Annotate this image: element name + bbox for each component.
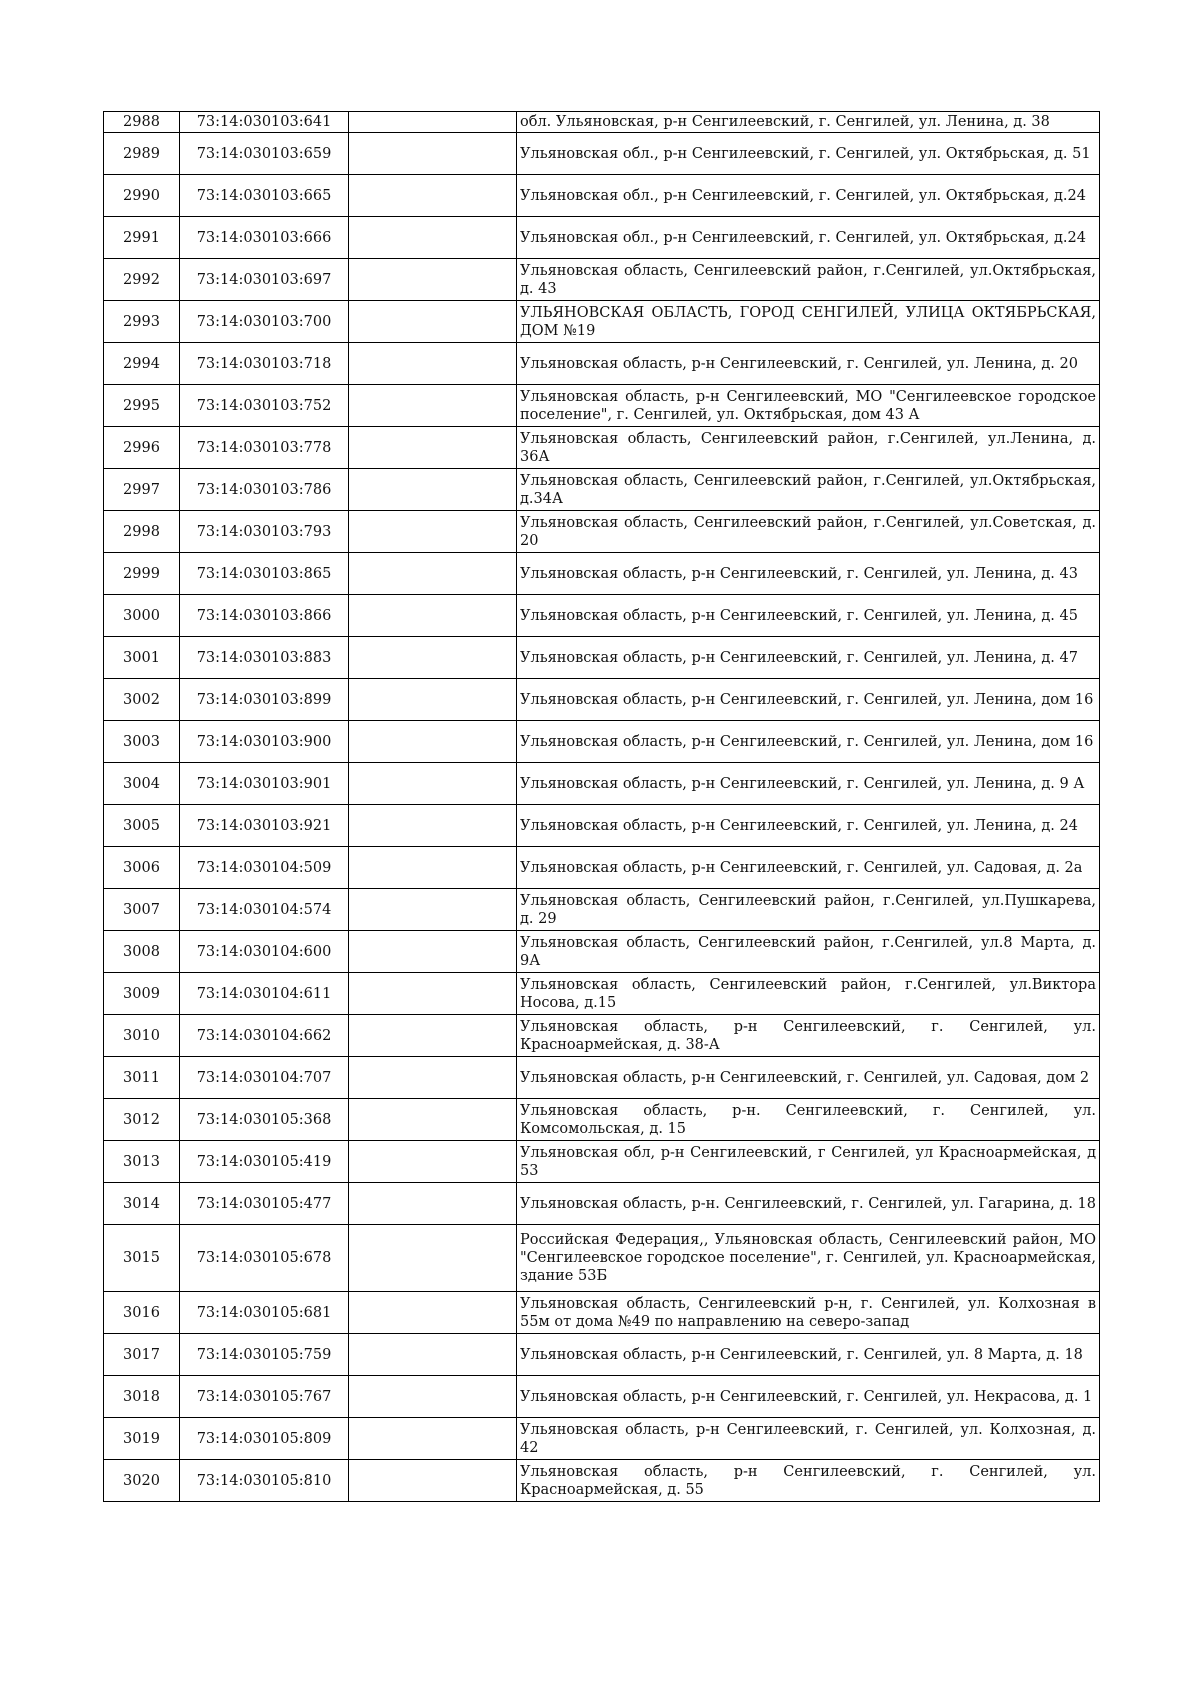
empty-cell	[349, 721, 517, 763]
row-number-cell: 2996	[104, 427, 180, 469]
table-row	[104, 259, 1100, 301]
empty-cell	[349, 133, 517, 175]
address-cell: Ульяновская обл, р-н Сенгилеевский, г Сенгилей, ул Красноармейская, д 53	[517, 1141, 1100, 1183]
table-row	[104, 1376, 1100, 1418]
address-cell: Ульяновская область, р-н. Сенгилеевский, г. Сенгилей, ул. Гагарина, д. 18	[517, 1183, 1100, 1225]
address-cell: Ульяновская область, Сенгилеевский район, г.Сенгилей, ул.Октябрьская, д. 43	[517, 259, 1100, 301]
empty-cell	[349, 1460, 517, 1502]
cadastral-number-cell: 73:14:030105:678	[180, 1225, 349, 1292]
address-cell: Ульяновская область, р-н Сенгилеевский, г. Сенгилей, ул. Ленина, д. 24	[517, 805, 1100, 847]
address-cell: Ульяновская область, Сенгилеевский район, г.Сенгилей, ул.Октябрьская, д.34А	[517, 469, 1100, 511]
cadastral-number-cell: 73:14:030104:509	[180, 847, 349, 889]
empty-cell	[349, 637, 517, 679]
cadastral-number-cell: 73:14:030104:600	[180, 931, 349, 973]
table-row	[104, 1015, 1100, 1057]
empty-cell	[349, 301, 517, 343]
address-cell: Ульяновская область, Сенгилеевский район, г.Сенгилей, ул.Виктора Носова, д.15	[517, 973, 1100, 1015]
address-cell: Ульяновская область, р-н Сенгилеевский, г. Сенгилей, ул. Ленина, д. 9 А	[517, 763, 1100, 805]
table-row	[104, 1099, 1100, 1141]
row-number-cell: 2994	[104, 343, 180, 385]
empty-cell	[349, 805, 517, 847]
empty-cell	[349, 1099, 517, 1141]
table-row	[104, 1292, 1100, 1334]
table-row	[104, 1334, 1100, 1376]
cadastral-number-cell: 73:14:030103:901	[180, 763, 349, 805]
address-cell: Ульяновская обл., р-н Сенгилеевский, г. Сенгилей, ул. Октябрьская, д.24	[517, 175, 1100, 217]
table-row	[104, 805, 1100, 847]
row-number-cell: 3016	[104, 1292, 180, 1334]
row-number-cell: 3001	[104, 637, 180, 679]
table-row	[104, 1183, 1100, 1225]
cadastral-number-cell: 73:14:030103:718	[180, 343, 349, 385]
table-row	[104, 889, 1100, 931]
row-number-cell: 3007	[104, 889, 180, 931]
address-cell: Ульяновская область, р-н Сенгилеевский, г. Сенгилей, ул. Красноармейская, д. 38-А	[517, 1015, 1100, 1057]
cadastral-number-cell: 73:14:030103:883	[180, 637, 349, 679]
row-number-cell: 3018	[104, 1376, 180, 1418]
empty-cell	[349, 259, 517, 301]
row-number-cell: 2997	[104, 469, 180, 511]
empty-cell	[349, 343, 517, 385]
address-cell: Ульяновская область, р-н Сенгилеевский, г. Сенгилей, ул. Садовая, дом 2	[517, 1057, 1100, 1099]
address-cell: Ульяновская область, р-н Сенгилеевский, г. Сенгилей, ул. Ленина, д. 43	[517, 553, 1100, 595]
address-cell: Ульяновская область, р-н Сенгилеевский, г. Сенгилей, ул. Ленина, д. 20	[517, 343, 1100, 385]
empty-cell	[349, 763, 517, 805]
row-number-cell: 3002	[104, 679, 180, 721]
empty-cell	[349, 1183, 517, 1225]
cadastral-number-cell: 73:14:030103:793	[180, 511, 349, 553]
row-number-cell: 2999	[104, 553, 180, 595]
address-cell: Ульяновская область, р-н Сенгилеевский, г. Сенгилей, ул. Колхозная, д. 42	[517, 1418, 1100, 1460]
row-number-cell: 2988	[104, 112, 180, 133]
cadastral-number-cell: 73:14:030105:810	[180, 1460, 349, 1502]
empty-cell	[349, 1141, 517, 1183]
registry-table-body	[104, 112, 1100, 1502]
address-cell: обл. Ульяновская, р-н Сенгилеевский, г. Сенгилей, ул. Ленина, д. 38	[517, 112, 1100, 133]
row-number-cell: 3003	[104, 721, 180, 763]
address-cell: Ульяновская область, р-н Сенгилеевский, г. Сенгилей, ул. Ленина, дом 16	[517, 679, 1100, 721]
empty-cell	[349, 511, 517, 553]
table-row	[104, 847, 1100, 889]
address-cell: Ульяновская область, р-н Сенгилеевский, г. Сенгилей, ул. Ленина, д. 47	[517, 637, 1100, 679]
table-row	[104, 1141, 1100, 1183]
cadastral-number-cell: 73:14:030105:419	[180, 1141, 349, 1183]
cadastral-number-cell: 73:14:030103:900	[180, 721, 349, 763]
row-number-cell: 3004	[104, 763, 180, 805]
cadastral-number-cell: 73:14:030104:662	[180, 1015, 349, 1057]
table-row	[104, 133, 1100, 175]
cadastral-number-cell: 73:14:030103:865	[180, 553, 349, 595]
cadastral-number-cell: 73:14:030103:899	[180, 679, 349, 721]
cadastral-number-cell: 73:14:030103:778	[180, 427, 349, 469]
table-row	[104, 343, 1100, 385]
cadastral-number-cell: 73:14:030105:477	[180, 1183, 349, 1225]
row-number-cell: 3005	[104, 805, 180, 847]
cadastral-number-cell: 73:14:030104:574	[180, 889, 349, 931]
address-cell: Ульяновская обл., р-н Сенгилеевский, г. Сенгилей, ул. Октябрьская, д.24	[517, 217, 1100, 259]
empty-cell	[349, 553, 517, 595]
cadastral-number-cell: 73:14:030103:697	[180, 259, 349, 301]
table-row	[104, 1460, 1100, 1502]
address-cell: Ульяновская область, Сенгилеевский район, г.Сенгилей, ул.Пушкарева, д. 29	[517, 889, 1100, 931]
row-number-cell: 2991	[104, 217, 180, 259]
row-number-cell: 3019	[104, 1418, 180, 1460]
empty-cell	[349, 175, 517, 217]
empty-cell	[349, 1015, 517, 1057]
address-cell: Ульяновская область, р-н Сенгилеевский, г. Сенгилей, ул. Ленина, дом 16	[517, 721, 1100, 763]
table-row	[104, 679, 1100, 721]
cadastral-number-cell: 73:14:030105:681	[180, 1292, 349, 1334]
table-row	[104, 217, 1100, 259]
table-row	[104, 427, 1100, 469]
table-row	[104, 1057, 1100, 1099]
address-cell: Ульяновская область, р-н Сенгилеевский, г. Сенгилей, ул. Садовая, д. 2а	[517, 847, 1100, 889]
cadastral-number-cell: 73:14:030104:611	[180, 973, 349, 1015]
empty-cell	[349, 931, 517, 973]
cadastral-number-cell: 73:14:030103:641	[180, 112, 349, 133]
cadastral-number-cell: 73:14:030105:759	[180, 1334, 349, 1376]
empty-cell	[349, 469, 517, 511]
empty-cell	[349, 217, 517, 259]
empty-cell	[349, 1418, 517, 1460]
row-number-cell: 3000	[104, 595, 180, 637]
empty-cell	[349, 427, 517, 469]
row-number-cell: 3015	[104, 1225, 180, 1292]
table-row	[104, 973, 1100, 1015]
cadastral-number-cell: 73:14:030103:665	[180, 175, 349, 217]
table-row	[104, 385, 1100, 427]
cadastral-number-cell: 73:14:030104:707	[180, 1057, 349, 1099]
table-row	[104, 637, 1100, 679]
address-cell: Ульяновская область, Сенгилеевский р-н, г. Сенгилей, ул. Колхозная в 55м от дома №49 по направлению на северо-запад	[517, 1292, 1100, 1334]
address-cell: Ульяновская область, р-н Сенгилеевский, г. Сенгилей, ул. Красноармейская, д. 55	[517, 1460, 1100, 1502]
row-number-cell: 3013	[104, 1141, 180, 1183]
row-number-cell: 3011	[104, 1057, 180, 1099]
table-row	[104, 553, 1100, 595]
row-number-cell: 3009	[104, 973, 180, 1015]
empty-cell	[349, 112, 517, 133]
empty-cell	[349, 679, 517, 721]
cadastral-number-cell: 73:14:030103:700	[180, 301, 349, 343]
address-cell: Ульяновская область, Сенгилеевский район, г.Сенгилей, ул.Советская, д. 20	[517, 511, 1100, 553]
empty-cell	[349, 1376, 517, 1418]
row-number-cell: 2992	[104, 259, 180, 301]
cadastral-number-cell: 73:14:030103:659	[180, 133, 349, 175]
empty-cell	[349, 385, 517, 427]
address-cell: Ульяновская область, Сенгилеевский район, г.Сенгилей, ул.Ленина, д. 36А	[517, 427, 1100, 469]
row-number-cell: 3010	[104, 1015, 180, 1057]
table-row	[104, 175, 1100, 217]
address-cell: Российская Федерация,, Ульяновская область, Сенгилеевский район, МО "Сенгилеевское городское поселение", г. Сенгилей, ул. Красноармейская, здание 53Б	[517, 1225, 1100, 1292]
cadastral-number-cell: 73:14:030103:666	[180, 217, 349, 259]
table-row	[104, 721, 1100, 763]
row-number-cell: 3006	[104, 847, 180, 889]
table-row	[104, 1418, 1100, 1460]
address-cell: Ульяновская область, Сенгилеевский район, г.Сенгилей, ул.8 Марта, д. 9А	[517, 931, 1100, 973]
cadastral-number-cell: 73:14:030103:752	[180, 385, 349, 427]
table-row	[104, 931, 1100, 973]
cadastral-number-cell: 73:14:030103:786	[180, 469, 349, 511]
property-registry-table	[103, 111, 1100, 1502]
empty-cell	[349, 1057, 517, 1099]
row-number-cell: 2998	[104, 511, 180, 553]
row-number-cell: 3017	[104, 1334, 180, 1376]
address-cell: Ульяновская обл., р-н Сенгилеевский, г. Сенгилей, ул. Октябрьская, д. 51	[517, 133, 1100, 175]
empty-cell	[349, 1292, 517, 1334]
address-cell: Ульяновская область, р-н Сенгилеевский, г. Сенгилей, ул. Ленина, д. 45	[517, 595, 1100, 637]
address-cell: Ульяновская область, р-н Сенгилеевский, МО "Сенгилеевское городское поселение", г. Сенгилей, ул. Октябрьская, дом 43 А	[517, 385, 1100, 427]
table-row	[104, 1225, 1100, 1292]
empty-cell	[349, 595, 517, 637]
empty-cell	[349, 847, 517, 889]
address-cell: Ульяновская область, р-н. Сенгилеевский, г. Сенгилей, ул. Комсомольская, д. 15	[517, 1099, 1100, 1141]
empty-cell	[349, 889, 517, 931]
row-number-cell: 3012	[104, 1099, 180, 1141]
cadastral-number-cell: 73:14:030105:767	[180, 1376, 349, 1418]
address-cell: Ульяновская область, р-н Сенгилеевский, г. Сенгилей, ул. 8 Марта, д. 18	[517, 1334, 1100, 1376]
row-number-cell: 3020	[104, 1460, 180, 1502]
table-row	[104, 301, 1100, 343]
row-number-cell: 2995	[104, 385, 180, 427]
cadastral-number-cell: 73:14:030105:809	[180, 1418, 349, 1460]
address-cell: УЛЬЯНОВСКАЯ ОБЛАСТЬ, ГОРОД СЕНГИЛЕЙ, УЛИЦА ОКТЯБРЬСКАЯ, ДОМ №19	[517, 301, 1100, 343]
cadastral-number-cell: 73:14:030105:368	[180, 1099, 349, 1141]
row-number-cell: 2989	[104, 133, 180, 175]
cadastral-number-cell: 73:14:030103:866	[180, 595, 349, 637]
cadastral-number-cell: 73:14:030103:921	[180, 805, 349, 847]
row-number-cell: 2993	[104, 301, 180, 343]
empty-cell	[349, 1334, 517, 1376]
row-number-cell: 2990	[104, 175, 180, 217]
table-row	[104, 595, 1100, 637]
table-row	[104, 763, 1100, 805]
row-number-cell: 3014	[104, 1183, 180, 1225]
address-cell: Ульяновская область, р-н Сенгилеевский, г. Сенгилей, ул. Некрасова, д. 1	[517, 1376, 1100, 1418]
empty-cell	[349, 1225, 517, 1292]
row-number-cell: 3008	[104, 931, 180, 973]
table-row	[104, 469, 1100, 511]
table-row	[104, 112, 1100, 133]
empty-cell	[349, 973, 517, 1015]
table-row	[104, 511, 1100, 553]
